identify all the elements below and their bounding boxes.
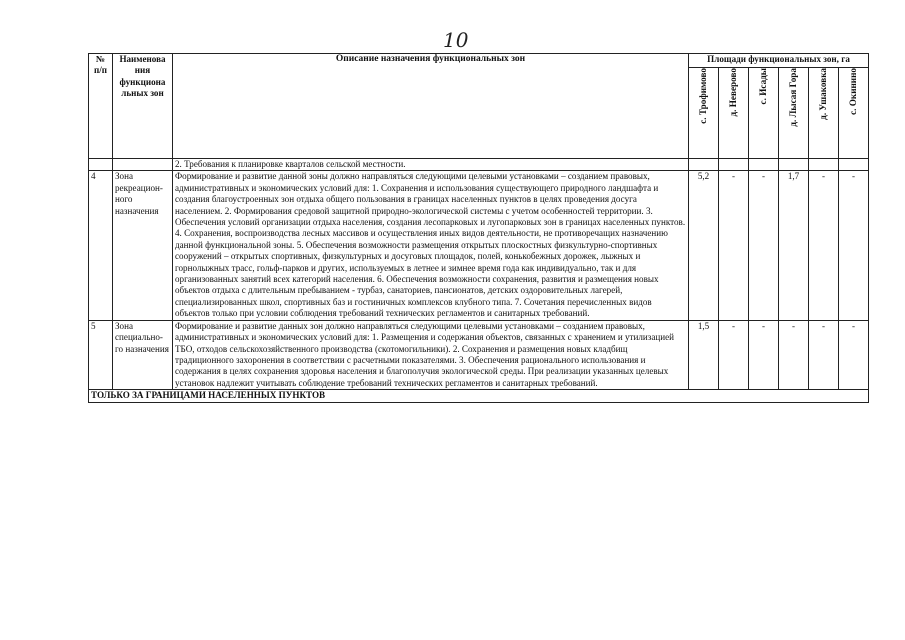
row-number: 5 [89,320,113,389]
zone-description: Формирование и развитие данной зоны должно направляться следующими целевыми установками – созданием правовых, административных и экономических условий для: 1. Сохранения и использования существующего природного ландшафта и создания благоустроенных зон отдыха общего пользования в границах населенных пунктов в целях проведения досуга населением. 2. Формирования средовой защитной природно-экологической системы с учетом особенностей территории. 3. Обеспечения условий организации отдыха населения, создания лесопарковых и лугопарковых зон в границах населенных пунктов. 4. Сохранения, воспроизводства лесных массивов и осуществления иных видов деятельности, не противоречащих назначению данной функциональной зоны. 5. Обеспечения возможности размещения открытых плоскостных физкультурно-спортивных сооружений – открытых спортивных, физкультурных и досуговых площадок, полей, конькобежных дорожек, лыжных и горнолыжных трасс, гольф-парков и других, используемых в летнее и зимнее время года как индивидуально, так и для организованных занятий всех категорий населения. 6. Обеспечения возможности сохранения, развития и размещения новых объектов отдыха с длительным пребыванием - турбаз, санаториев, пансионатов, детских оздоровительных лагерей, специализированных школ, спортивных баз и гостиничных комплексов клубного типа. 7. Сочетания перечисленных видов объектов только при условии соблюдения требований технических регламентов и санитарных требований. [173,171,689,320]
area-value: - [809,320,839,389]
table-row [89,390,869,402]
table-row [89,171,869,320]
area-value: - [719,171,749,320]
page-number: 10 [443,28,469,52]
area-value: - [719,320,749,389]
area-value: - [779,320,809,389]
functional-zones-table [88,53,869,403]
section-footer: ТОЛЬКО ЗА ГРАНИЦАМИ НАСЕЛЕННЫХ ПУНКТОВ [89,390,869,402]
zone-name: Зона рекреацион-ного назначения [113,171,173,320]
table-row [89,320,869,389]
area-value: 5,2 [689,171,719,320]
header-settlement: д. Неверово [719,68,749,159]
header-settlement: с. Трофимово [689,68,719,159]
area-value: - [839,171,869,320]
header-num: № п/п [89,54,113,159]
continuation-text: 2. Требования к планировке кварталов сельской местности. [173,159,689,171]
header-description: Описание назначения функциональных зон [173,54,689,159]
area-value: - [749,320,779,389]
header-settlement: д. Лысая Гора [779,68,809,159]
row-number: 4 [89,171,113,320]
table-row [89,159,869,171]
header-settlement: с. Исады [749,68,779,159]
zone-description: Формирование и развитие данных зон должно направляться следующими целевыми установками – созданием правовых, административных и экономических условий для: 1. Размещения и содержания объектов, связанных с хранением и утилизацией ТБО, отходов сельскохозяйственного производства (скотомогильники). 2. Сохранения и размещения новых кладбищ традиционного захоронения в соответствии с расчетными показателями. 3. Обеспечения рационального использования и содержания в целях сохранения здоровья населения и благополучия экологической среды. При реализации указанных целевых установок надлежит учитывать соблюдение требований технических регламентов и санитарных требований. [173,320,689,389]
area-value: - [839,320,869,389]
zone-name: Зона специально-го назначения [113,320,173,389]
area-value: 1,5 [689,320,719,389]
header-area: Площади функциональных зон, га [689,54,869,68]
area-value: - [749,171,779,320]
header-settlement: д. Ушаковка [809,68,839,159]
header-settlement: с. Окинино [839,68,869,159]
area-value: 1,7 [779,171,809,320]
area-value: - [809,171,839,320]
header-name: Наименова ния функциона льных зон [113,54,173,159]
